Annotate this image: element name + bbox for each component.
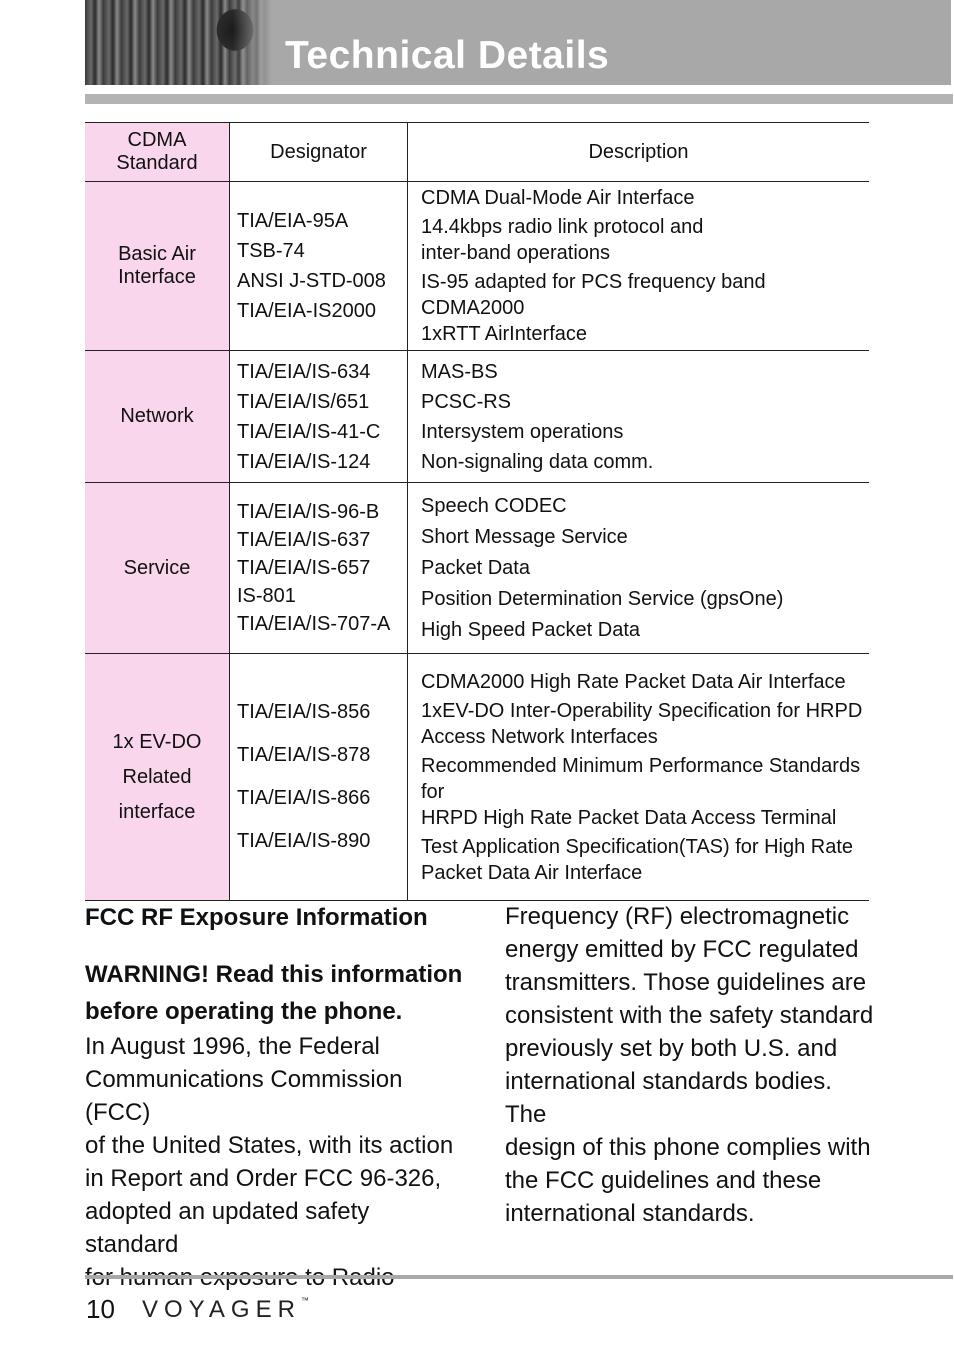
paragraph-line: in Report and Order FCC 96-326, <box>85 1165 442 1192</box>
description: Speech CODEC <box>421 494 567 517</box>
designator: TIA/EIA/IS-657 <box>237 557 371 579</box>
paragraph-line: In August 1996, the Federal <box>85 1033 380 1060</box>
description <box>421 753 869 831</box>
table-row <box>85 654 869 901</box>
description-line: Packet Data Air Interface <box>421 861 643 884</box>
description <box>421 269 869 347</box>
description: Intersystem operations <box>421 420 624 443</box>
description <box>421 214 869 266</box>
section-heading: FCC RF Exposure Information <box>85 904 428 931</box>
paragraph-line: Frequency (RF) electromagnetic <box>505 903 850 930</box>
description: High Speed Packet Data <box>421 618 641 641</box>
designator: TSB-74 <box>237 240 305 262</box>
description: Non-signaling data comm. <box>421 450 654 473</box>
designator-cell <box>230 654 408 901</box>
description-line: IS-95 adapted for PCS frequency band CDMA2000 <box>421 271 766 319</box>
paragraph-line: design of this phone complies with <box>505 1134 871 1161</box>
brand-logo <box>142 1296 309 1324</box>
trademark-mark: ™ <box>300 1296 309 1305</box>
page-number: 10 <box>86 1294 115 1324</box>
designator: TIA/EIA-95A <box>237 210 349 232</box>
description <box>421 669 869 695</box>
designator: TIA/EIA/IS-124 <box>237 450 371 473</box>
designator: TIA/EIA/IS-634 <box>237 360 371 383</box>
description-line: HRPD High Rate Packet Data Access Terminal <box>421 806 837 829</box>
standard-line: 1x EV-DO <box>112 730 202 753</box>
paragraph-line: international standards bodies. The <box>505 1068 832 1128</box>
warning-heading <box>85 956 465 1030</box>
fcc-paragraph-continued <box>505 900 875 1230</box>
table-row <box>85 182 869 351</box>
brand-name: VOYAGER <box>142 1296 301 1323</box>
designator-cell <box>230 483 408 654</box>
description-line: 1xEV-DO Inter-Operability Specification for HRPD <box>421 699 863 722</box>
paragraph-line: Communications Commission (FCC) <box>85 1066 403 1126</box>
fcc-left-column <box>85 900 465 1294</box>
standard-line: Interface <box>118 266 196 288</box>
page-title: Technical Details <box>285 34 610 77</box>
standard-cell <box>85 483 230 654</box>
description-cell <box>408 351 870 483</box>
description-cell <box>408 182 870 351</box>
footer-rule <box>85 1275 953 1279</box>
paragraph-line: international standards. <box>505 1200 755 1227</box>
description: MAS-BS <box>421 360 498 383</box>
warning-line: before operating the phone. <box>85 998 403 1025</box>
paragraph-line: previously set by both U.S. and <box>505 1035 838 1062</box>
description-line: CDMA2000 High Rate Packet Data Air Interface <box>421 670 846 693</box>
designator: IS-801 <box>237 585 296 607</box>
designator: TIA/EIA/IS-890 <box>237 830 371 852</box>
page-header <box>85 0 951 85</box>
designator: TIA/EIA/IS/651 <box>237 390 370 413</box>
paragraph-line: consistent with the safety standard <box>505 1002 874 1029</box>
description <box>421 834 869 886</box>
description-line: Test Application Specification(TAS) for High Rate <box>421 835 854 858</box>
description-line: inter-band operations <box>421 242 611 264</box>
description: PCSC-RS <box>421 390 512 413</box>
table-row <box>85 351 869 483</box>
description: Short Message Service <box>421 525 628 548</box>
designator-cell <box>230 351 408 483</box>
warning-line: WARNING! Read this information <box>85 961 463 988</box>
header-line: CDMA <box>127 129 187 151</box>
header-cdma-standard <box>85 123 230 182</box>
standard-cell <box>85 182 230 351</box>
table-header-row <box>85 123 869 182</box>
description: Packet Data <box>421 556 530 579</box>
description <box>421 185 869 211</box>
designator: ANSI J-STD-008 <box>237 270 386 292</box>
header-line: Standard <box>116 152 198 174</box>
designator: TIA/EIA/IS-878 <box>237 744 371 766</box>
designator: TIA/EIA/IS-96-B <box>237 501 380 523</box>
header-photo <box>85 0 273 85</box>
paragraph-line: transmitters. Those guidelines are <box>505 969 867 996</box>
paragraph-line: energy emitted by FCC regulated <box>505 936 859 963</box>
description-cell <box>408 483 870 654</box>
description-line: 14.4kbps radio link protocol and <box>421 216 704 238</box>
paragraph-line: the FCC guidelines and these <box>505 1167 822 1194</box>
paragraph-line: adopted an updated safety standard <box>85 1198 370 1258</box>
designator: TIA/EIA/IS-707-A <box>237 613 391 635</box>
description-line: Recommended Minimum Performance Standards for <box>421 754 861 803</box>
description: Position Determination Service (gpsOne) <box>421 587 784 610</box>
description-line: Access Network Interfaces <box>421 725 658 748</box>
standard-line: Service <box>123 556 191 579</box>
designator: TIA/EIA/IS-866 <box>237 787 371 809</box>
header-designator: Designator <box>230 123 408 182</box>
description-line: CDMA Dual-Mode Air Interface <box>421 187 695 209</box>
designator-cell <box>230 182 408 351</box>
table-row <box>85 483 869 654</box>
standard-line: Network <box>120 405 194 427</box>
standard-line: interface <box>118 800 196 823</box>
standard-cell <box>85 351 230 483</box>
designator: TIA/EIA/IS-856 <box>237 701 371 723</box>
description <box>421 698 869 750</box>
standard-cell <box>85 654 230 901</box>
fcc-paragraph <box>85 1030 465 1294</box>
cdma-standards-table <box>85 122 869 901</box>
description-line: 1xRTT AirInterface <box>421 323 587 345</box>
designator: TIA/EIA/IS-41-C <box>237 420 381 443</box>
designator: TIA/EIA-IS2000 <box>237 300 376 322</box>
designator: TIA/EIA/IS-637 <box>237 529 371 551</box>
description-cell <box>408 654 870 901</box>
standard-line: Related <box>122 765 192 788</box>
paragraph-line: of the United States, with its action <box>85 1132 454 1159</box>
fcc-right-column <box>505 900 875 1230</box>
header-rule <box>85 94 953 104</box>
standard-line: Basic Air <box>118 243 196 265</box>
header-description: Description <box>588 140 689 163</box>
